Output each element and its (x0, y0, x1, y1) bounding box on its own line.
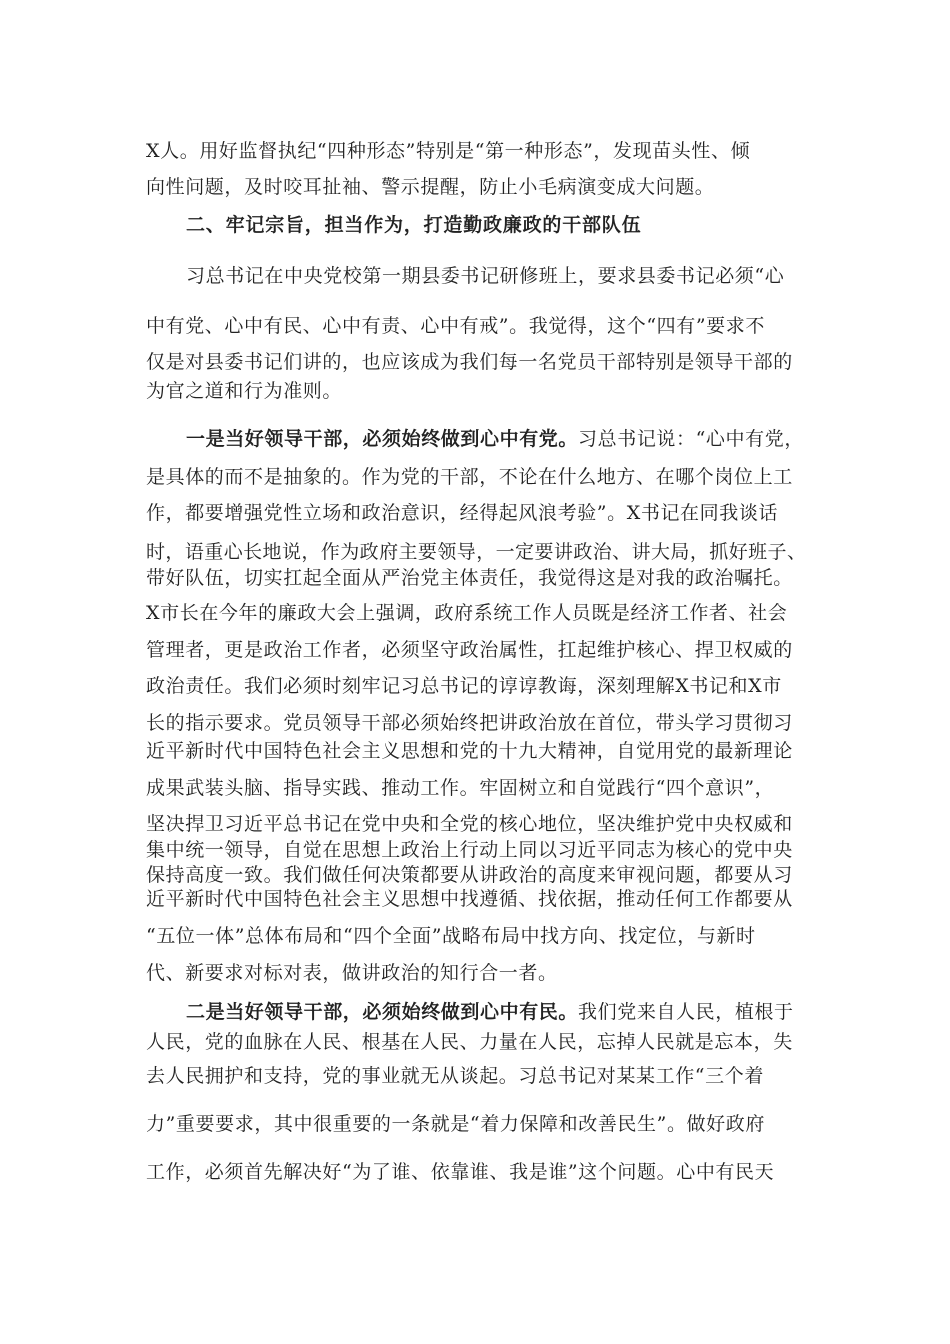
paragraph-line: 是具体的而不是抽象的。作为党的干部，不论在什么地方、在哪个岗位上工 (146, 466, 793, 488)
paragraph-line: 仅是对县委书记们讲的，也应该成为我们每一名党员干部特别是领导干部的 (146, 351, 793, 373)
paragraph-line: 带好队伍，切实扛起全面从严治党主体责任，我觉得这是对我的政治嘱托。 (146, 567, 793, 589)
paragraph-line: 中有党、心中有民、心中有责、心中有戒”。我觉得，这个“四有”要求不 (146, 315, 765, 337)
paragraph-line: 工作，必须首先解决好“为了谁、依靠谁、我是谁”这个问题。心中有民天 (146, 1161, 775, 1183)
paragraph-line: 人民，党的血脉在人民、根基在人民、力量在人民，忘掉人民就是忘本，失 (146, 1031, 793, 1053)
paragraph-line: 长的指示要求。党员领导干部必须始终把讲政治放在首位，带头学习贯彻习 (146, 712, 793, 734)
paragraph-line: “五位一体”总体布局和“四个全面”战略布局中找方向、找定位，与新时 (146, 925, 756, 947)
paragraph-line: 习总书记在中央党校第一期县委书记研修班上，要求县委书记必须“心 (186, 265, 785, 287)
paragraph-line: 保持高度一致。我们做任何决策都要从讲政治的高度来审视问题，都要从习 (146, 864, 793, 886)
paragraph-line: 代、新要求对标对表，做讲政治的知行合一者。 (146, 962, 558, 984)
paragraph-line: 去人民拥护和支持，党的事业就无从谈起。习总书记对某某工作“三个着 (146, 1065, 764, 1087)
section-heading: 二、牢记宗旨，担当作为，打造勤政廉政的干部队伍 (186, 214, 642, 236)
paragraph-lead: 一是当好领导干部，必须始终做到心中有党。 (186, 428, 579, 450)
paragraph-line: 成果武装头脑、指导实践、推动工作。牢固树立和自觉践行“四个意识”， (146, 777, 775, 799)
paragraph-line: 向性问题，及时咬耳扯袖、警示提醒，防止小毛病演变成大问题。 (146, 176, 715, 198)
paragraph-line: 集中统一领导，自觉在思想上政治上行动上同以习近平同志为核心的党中央 (146, 839, 793, 861)
paragraph-first-line (186, 427, 806, 451)
paragraph-text: 习总书记说：“心中有党， (578, 428, 804, 450)
paragraph-line: 作，都要增强党性立场和政治意识，经得起风浪考验”。X书记在同我谈话 (146, 502, 779, 524)
paragraph-line: 近平新时代中国特色社会主义思想和党的十九大精神，自觉用党的最新理论 (146, 740, 793, 762)
paragraph-text: 我们党来自人民，植根于 (578, 1001, 794, 1023)
paragraph-line: 政治责任。我们必须时刻牢记习总书记的谆谆教诲，深刻理解X书记和X市 (146, 675, 782, 697)
paragraph-lead: 二是当好领导干部，必须始终做到心中有民。 (186, 1001, 579, 1023)
paragraph-line: 坚决捍卫习近平总书记在党中央和全党的核心地位，坚决维护党中央权威和 (146, 813, 793, 835)
paragraph-line: 近平新时代中国特色社会主义思想中找遵循、找依据，推动任何工作都要从 (146, 888, 793, 910)
paragraph-line: X市长在今年的廉政大会上强调，政府系统工作人员既是经济工作者、社会 (146, 602, 788, 624)
paragraph-line: X人。用好监督执纪“四种形态”特别是“第一种形态”，发现苗头性、倾 (146, 140, 751, 162)
paragraph-line: 为官之道和行为准则。 (146, 380, 343, 402)
paragraph-line: 管理者，更是政治工作者，必须坚守政治属性，扛起维护核心、捍卫权威的 (146, 639, 793, 661)
paragraph-line: 力”重要要求，其中很重要的一条就是“着力保障和改善民生”。做好政府 (146, 1113, 765, 1135)
paragraph-first-line (186, 1000, 806, 1024)
paragraph-line: 时，语重心长地说，作为政府主要领导，一定要讲政治、讲大局，抓好班子、 (146, 541, 806, 563)
